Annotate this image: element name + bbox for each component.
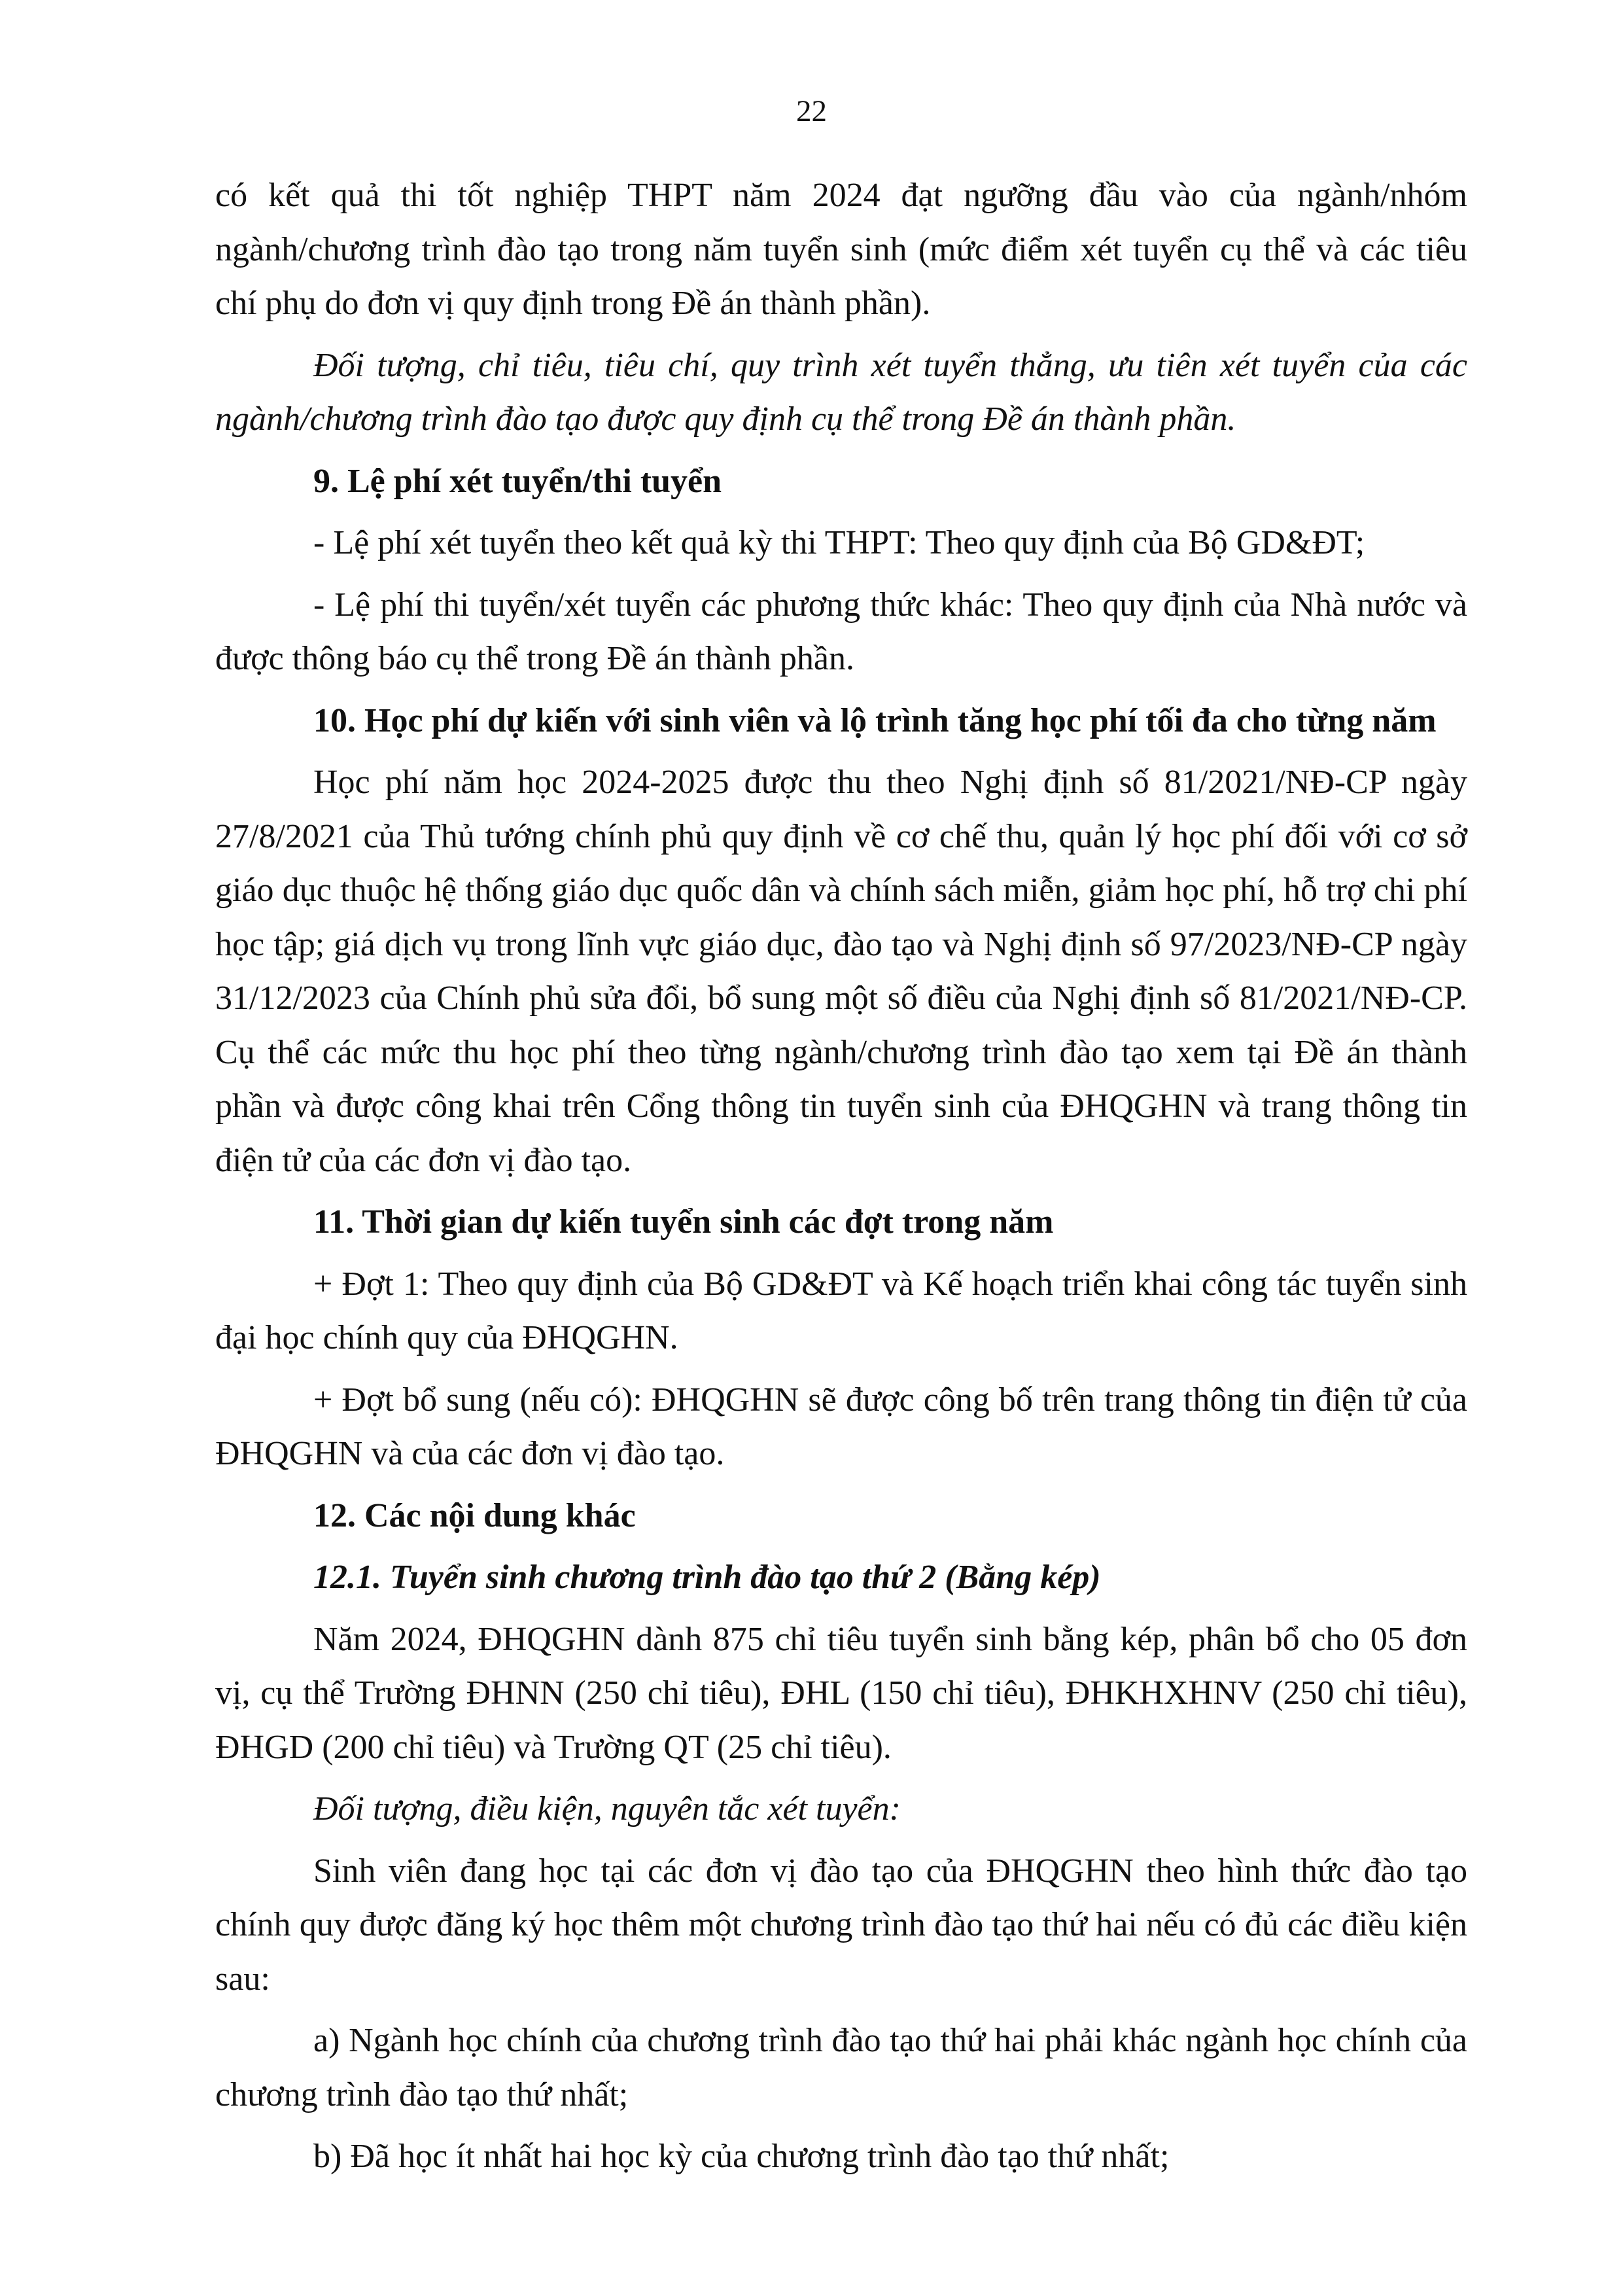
paragraph-tuition: Học phí năm học 2024-2025 được thu theo Nghị định số 81/2021/NĐ-CP ngày 27/8/2021 của Thủ tướng chính phủ quy định về cơ chế thu, quản lý học phí đối với cơ sở giáo dục thuộc hệ thống giáo dục quốc dân và chính sách miễn, giảm học phí, hỗ trợ chi phí học tập; giá dịch vụ trong lĩnh vực giáo dục, đào tạo và Nghị định số 97/2023/NĐ-CP ngày 31/12/2023 của Chính phủ sửa đổi, bổ sung một số điều của Nghị định số 81/2021/NĐ-CP. Cụ thể các mức thu học phí theo từng ngành/chương trình đào tạo xem tại Đề án thành phần và được công khai trên Cổng thông tin tuyển sinh của ĐHQGHN và trang thông tin điện tử của các đơn vị đào tạo. [215, 764, 1467, 1179]
paragraph-condition-b: b) Đã học ít nhất hai học kỳ của chương trình đào tạo thứ nhất; [313, 2138, 1170, 2175]
paragraph-italic-note: Đối tượng, chỉ tiêu, tiêu chí, quy trình xét tuyển thẳng, ưu tiên xét tuyển của các ngành/chương trình đào tạo được quy định cụ thể trong Đề án thành phần. [215, 346, 1467, 438]
heading-section-10: 10. Học phí dự kiến với sinh viên và lộ trình tăng học phí tối đa cho từng năm [313, 701, 1437, 739]
paragraph-double-degree-quota: Năm 2024, ĐHQGHN dành 875 chỉ tiêu tuyển sinh bằng kép, phân bổ cho 05 đơn vị, cụ thể Trường ĐHNN (250 chỉ tiêu), ĐHL (150 chỉ tiêu), ĐHKHXHNV (250 chỉ tiêu), ĐHGD (200 chỉ tiêu) và Trường QT (25 chỉ tiêu). [215, 1620, 1467, 1766]
page-number: 22 [796, 94, 827, 128]
heading-section-12-1: 12.1. Tuyển sinh chương trình đào tạo thứ 2 (Bằng kép) [313, 1559, 1101, 1596]
paragraph-condition-a: a) Ngành học chính của chương trình đào tạo thứ hai phải khác ngành học chính của chương trình đào tạo thứ nhất; [215, 2022, 1467, 2113]
paragraph-fee-other: - Lệ phí thi tuyển/xét tuyển các phương thức khác: Theo quy định của Nhà nước và được thông báo cụ thể trong Đề án thành phần. [215, 586, 1467, 677]
document-body [215, 169, 1467, 2192]
paragraph-round-supplementary: + Đợt bổ sung (nếu có): ĐHQGHN sẽ được công bố trên trang thông tin điện tử của ĐHQGHN và của các đơn vị đào tạo. [215, 1381, 1467, 1472]
heading-section-11: 11. Thời gian dự kiến tuyển sinh các đợt trong năm [313, 1203, 1054, 1241]
paragraph-eligibility: Sinh viên đang học tại các đơn vị đào tạo của ĐHQGHN theo hình thức đào tạo chính quy được đăng ký học thêm một chương trình đào tạo thứ hai nếu có đủ các điều kiện sau: [215, 1852, 1467, 1998]
heading-section-12: 12. Các nội dung khác [313, 1496, 636, 1534]
paragraph-continuation: có kết quả thi tốt nghiệp THPT năm 2024 đạt ngưỡng đầu vào của ngành/nhóm ngành/chương trình đào tạo trong năm tuyển sinh (mức điểm xét tuyển cụ thể và các tiêu chí phụ do đơn vị quy định trong Đề án thành phần). [215, 177, 1467, 322]
paragraph-criteria-label: Đối tượng, điều kiện, nguyên tắc xét tuyển: [313, 1790, 901, 1828]
paragraph-fee-thpt: - Lệ phí xét tuyển theo kết quả kỳ thi THPT: Theo quy định của Bộ GD&ĐT; [313, 524, 1365, 561]
heading-section-9: 9. Lệ phí xét tuyển/thi tuyển [313, 462, 722, 500]
paragraph-round-1: + Đợt 1: Theo quy định của Bộ GD&ĐT và Kế hoạch triển khai công tác tuyển sinh đại học chính quy của ĐHQGHN. [215, 1265, 1467, 1356]
